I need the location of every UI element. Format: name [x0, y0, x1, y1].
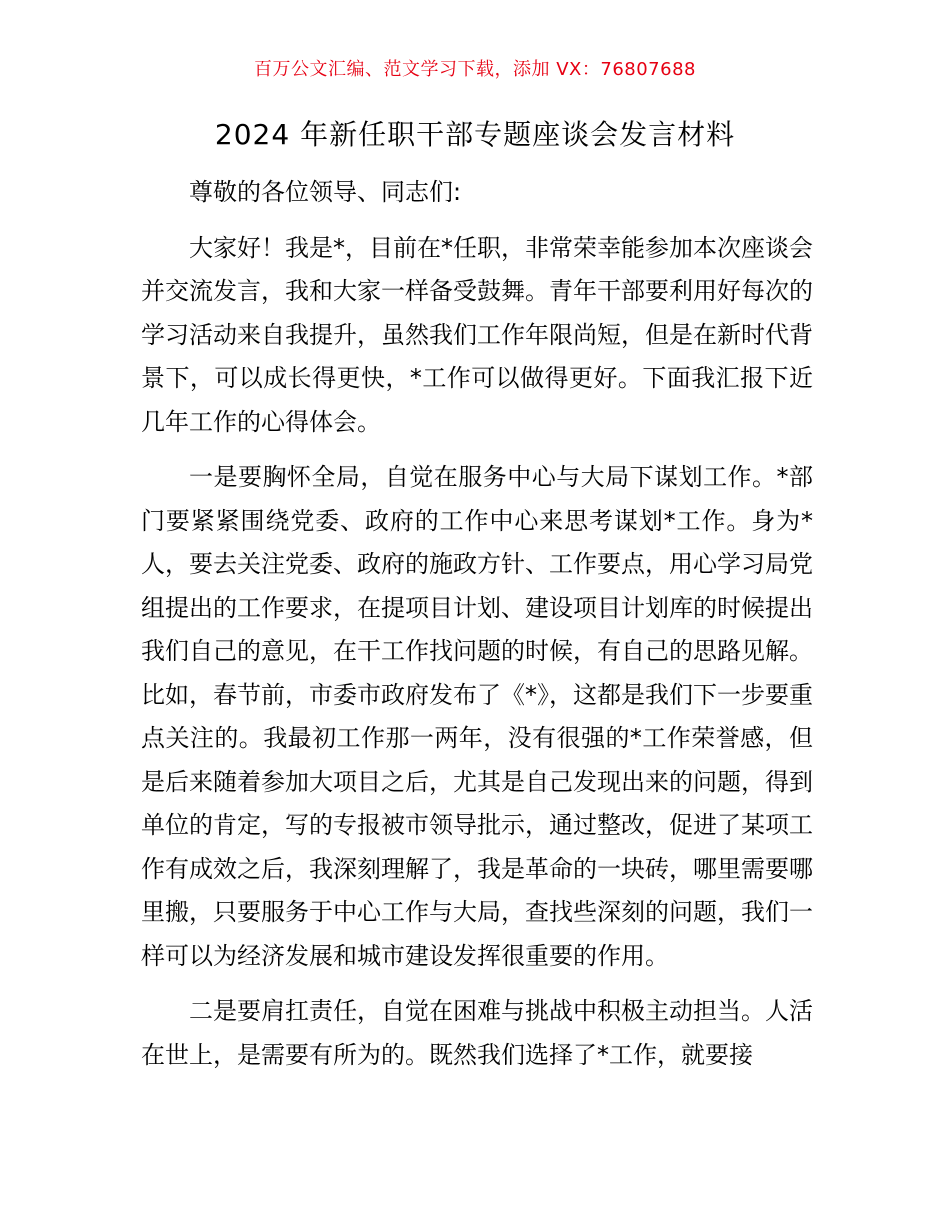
paragraph-point-one: 一是要胸怀全局，自觉在服务中心与大局下谋划工作。*部门要紧紧围绕党委、政府的工作中心来思考谋划*工作。身为*人，要去关注党委、政府的施政方针、工作要点，用心学习局党组提出的工作要求，在提项目计划、建设项目计划库的时候提出我们自己的意见，在干工作找问题的时候，有自己的思路见解。比如，春节前，市委市政府发布了《*》，这都是我们下一步要重点关注的。我最初工作那一两年，没有很强的*工作荣誉感，但是后来随着参加大项目之后，尤其是自己发现出来的问题，得到单位的肯定，写的专报被市领导批示，通过整改，促进了某项工作有成效之后，我深刻理解了，我是革命的一块砖，哪里需要哪里搬，只要服务于中心工作与大局，查找些深刻的问题，我们一样可以为经济发展和城市建设发挥很重要的作用。 — [141, 463, 813, 970]
greeting: 尊敬的各位领导、同志们: — [189, 178, 462, 206]
paragraph-point-two: 二是要肩扛责任，自觉在困难与挑战中积极主动担当。人活在世上，是需要有所为的。既然我们选择了*工作，就要接 — [141, 997, 813, 1069]
document-title: 2024 年新任职干部专题座谈会发言材料 — [214, 118, 736, 151]
document-body — [141, 171, 813, 1077]
header-banner: 百万公文汇编、范文学习下载，添加 VX：76807688 — [254, 59, 696, 80]
paragraph-intro: 大家好！我是*，目前在*任职，非常荣幸能参加本次座谈会并交流发言，我和大家一样备受鼓舞。青年干部要利用好每次的学习活动来自我提升，虽然我们工作年限尚短，但是在新时代背景下，可以成长得更快，*工作可以做得更好。下面我汇报下近几年工作的心得体会。 — [141, 233, 813, 436]
